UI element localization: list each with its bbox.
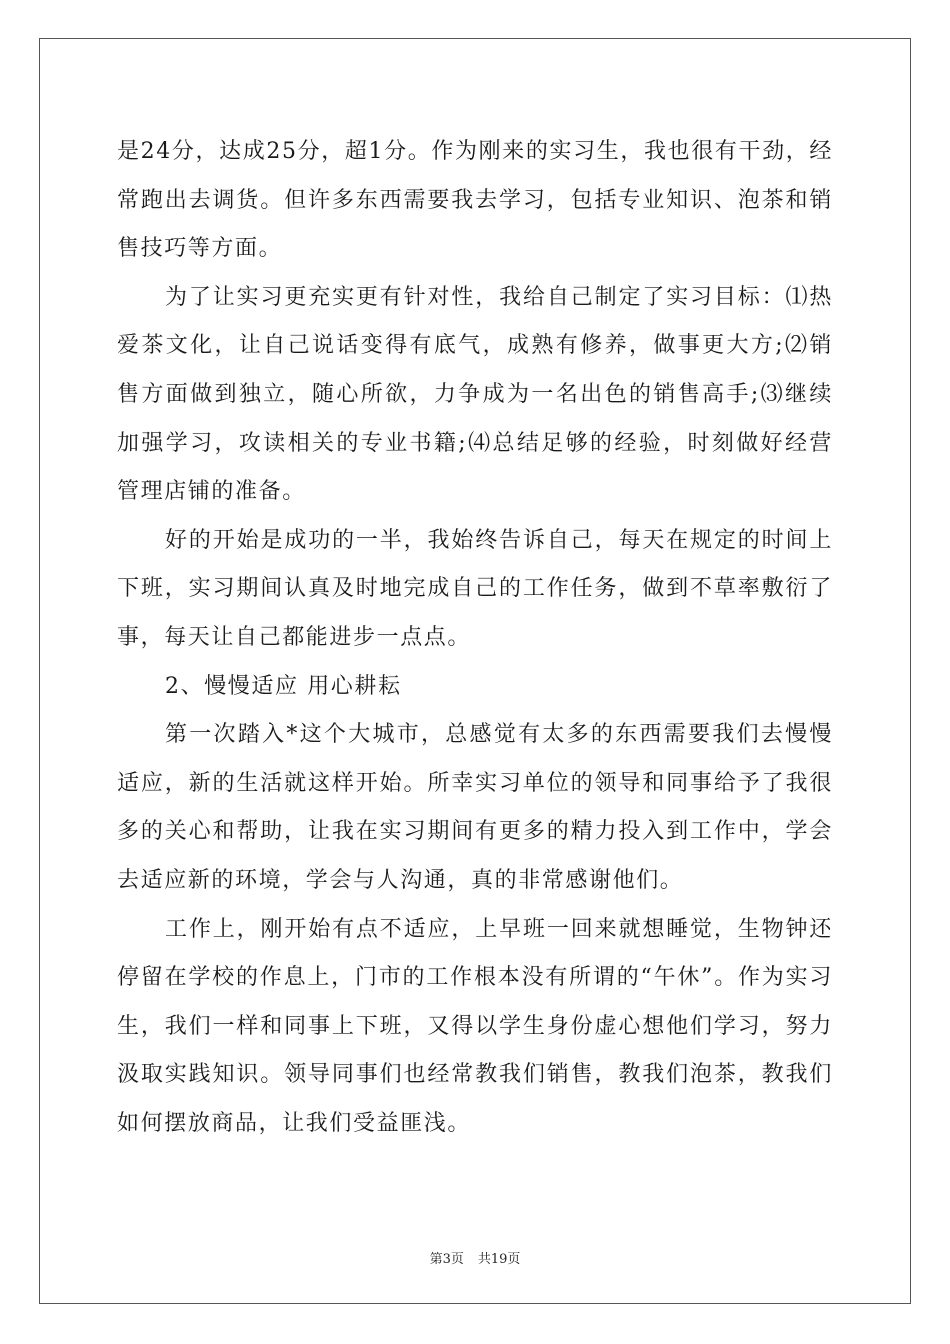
paragraph-4: 第一次踏入*这个大城市，总感觉有太多的东西需要我们去慢慢适应，新的生活就这样开始。所幸实习单位的领导和同事给予了我很多的关心和帮助，让我在实习期间有更多的精力投入到工作中，学会去适应新的环境，学会与人沟通，真的非常感谢他们。 (117, 722, 833, 893)
paragraph-5: 工作上，刚开始有点不适应，上早班一回来就想睡觉，生物钟还停留在学校的作息上，门市的工作根本没有所谓的“午休”。作为实习生，我们一样和同事上下班，又得以学生身份虚心想他们学习，努力汲取实践知识。领导同事们也经常教我们销售，教我们泡茶，教我们如何摆放商品，让我们受益匪浅。 (117, 916, 833, 1136)
page-number-total: 共19页 (477, 1252, 521, 1267)
document-body (117, 128, 833, 1148)
paragraph-2: 为了让实习更充实更有针对性，我给自己制定了实习目标：⑴热爱茶文化，让自己说话变得有底气，成熟有修养，做事更大方;⑵销售方面做到独立，随心所欲，力争成为一名出色的销售高手;⑶继续加强学习，攻读相关的专业书籍;⑷总结足够的经验，时刻做好经营管理店铺的准备。 (117, 284, 833, 505)
section-heading: 2、慢慢适应 用心耕耘 (165, 673, 402, 699)
paragraph-1: 是24分，达成25分，超1分。作为刚来的实习生，我也很有干劲，经常跑出去调货。但许多东西需要我去学习，包括专业知识、泡茶和销售技巧等方面。 (117, 139, 833, 262)
page-number-current: 第3页 (429, 1252, 464, 1267)
paragraph-3: 好的开始是成功的一半，我始终告诉自己，每天在规定的时间上下班，实习期间认真及时地完成自己的工作任务，做到不草率敷衍了事，每天让自己都能进步一点点。 (117, 527, 833, 650)
page-footer (0, 1248, 950, 1267)
